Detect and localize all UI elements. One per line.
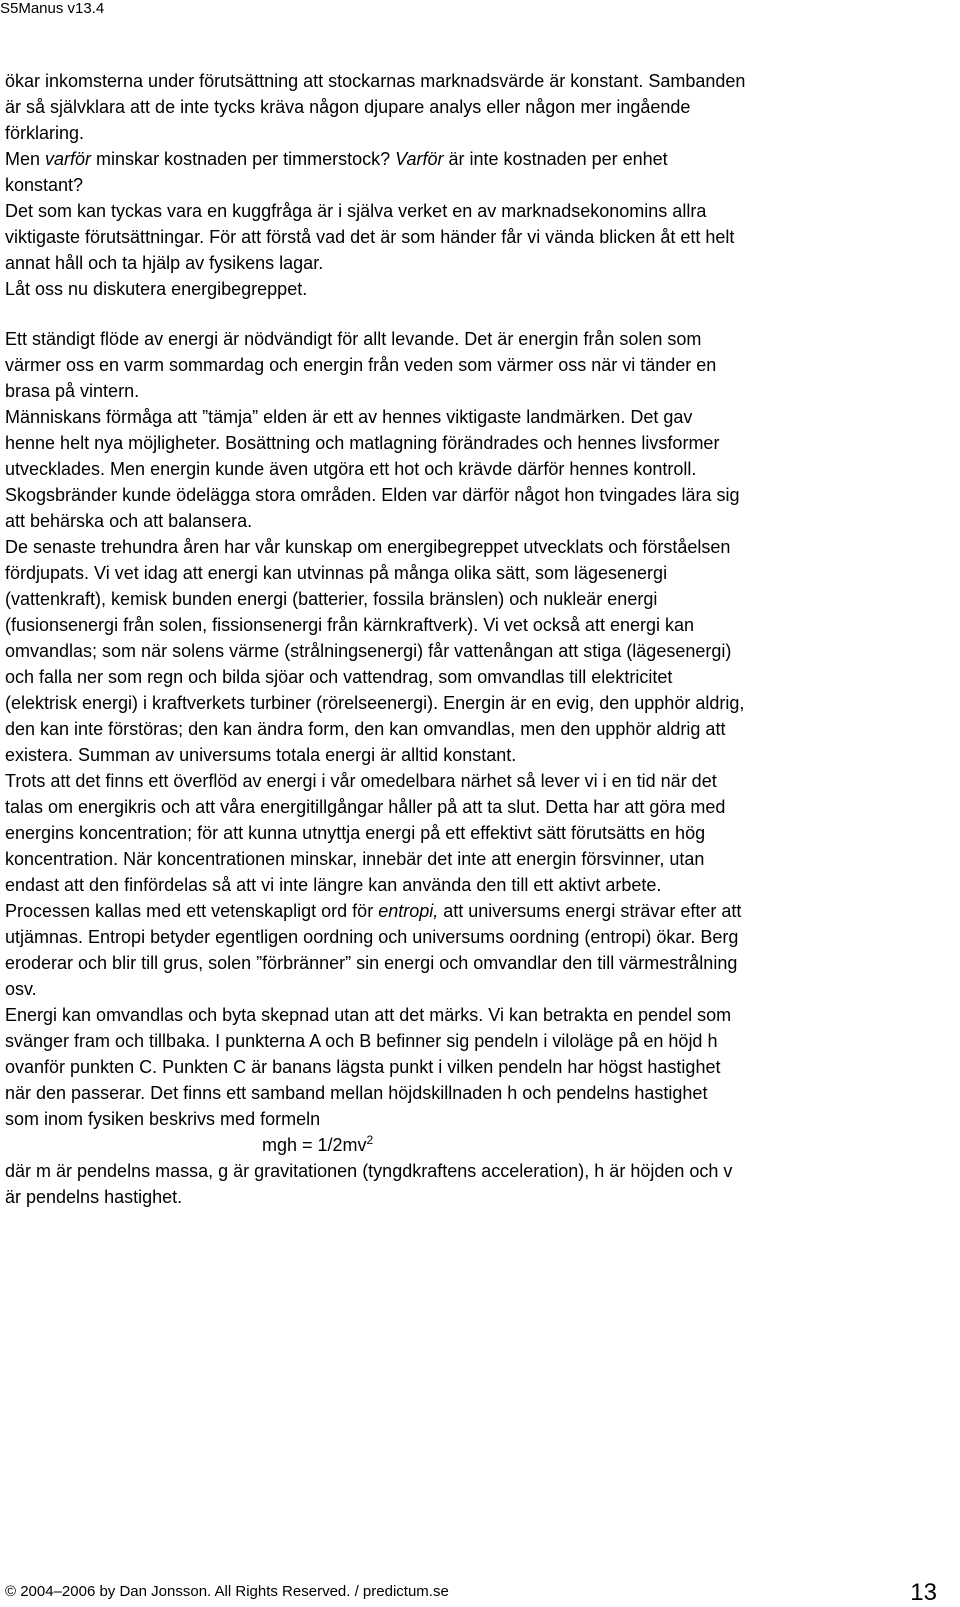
body-line: Energi kan omvandlas och byta skepnad utan att det märks. Vi kan betrakta en pendel som <box>5 1005 732 1025</box>
body-line: osv. <box>5 979 37 999</box>
body-line: (elektrisk energi) i kraftverkets turbiner (rörelseenergi). Energin är en evig, den upphör aldrig, <box>5 693 745 713</box>
body-line: när den passerar. Det finns ett samband mellan höjdskillnaden h och pendelns hastighet <box>5 1083 708 1103</box>
body-line: fördjupats. Vi vet idag att energi kan utvinnas på många olika sätt, som lägesenergi <box>5 563 668 583</box>
body-text: Men <box>5 149 46 169</box>
body-line: ovanför punkten C. Punkten C är banans lägsta punkt i vilken pendeln har högst hastighet <box>5 1057 721 1077</box>
body-line: Människans förmåga att ”tämja” elden är ett av hennes viktigaste landmärken. Det gav <box>5 407 693 427</box>
body-line: där m är pendelns massa, g är gravitationen (tyngdkraftens acceleration), h är höjden och v <box>5 1161 733 1181</box>
body-line: De senaste trehundra åren har vår kunskap om energibegreppet utvecklats och förståelsen <box>5 537 731 557</box>
body-line: omvandlas; som när solens värme (strålningsenergi) får vattenångan att stiga (lägesenergi) <box>5 641 732 661</box>
body-line: ökar inkomsterna under förutsättning att stockarnas marknadsvärde är konstant. Sambanden <box>5 71 746 91</box>
body-line: Skogsbränder kunde ödelägga stora områden. Elden var därför något hon tvingades lära sig <box>5 485 740 505</box>
body-line: (vattenkraft), kemisk bunden energi (batterier, fossila bränslen) och nukleär energi <box>5 589 658 609</box>
formula-text: mgh = 1/2mv <box>262 1135 367 1155</box>
emphasis-text: Varför <box>395 149 444 169</box>
footer-copyright: © 2004–2006 by Dan Jonsson. All Rights Reserved. / predictum.se <box>5 1583 449 1600</box>
emphasis-text: entropi, <box>378 901 439 921</box>
body-line: eroderar och blir till grus, solen ”förbränner” sin energi och omvandlar den till värmestrålning <box>5 953 738 973</box>
formula-line <box>5 1132 940 1158</box>
document-body <box>5 68 940 1210</box>
body-line: är så självklara att de inte tycks kräva någon djupare analys eller någon mer ingående <box>5 97 691 117</box>
body-line: (fusionsenergi från solen, fissionsenergi från kärnkraftverk). Vi vet också att energi kan <box>5 615 695 635</box>
body-line: utvecklades. Men energin kunde även utgöra ett hot och krävde därför hennes kontroll. <box>5 459 697 479</box>
body-line: koncentration. När koncentrationen minskar, innebär det inte att energin försvinner, utan <box>5 849 705 869</box>
body-line <box>5 146 940 172</box>
body-line: brasa på vintern. <box>5 381 140 401</box>
document-header-title: S5Manus v13.4 <box>0 0 105 17</box>
body-line: energins koncentration; för att kunna utnyttja energi på ett effektivt sätt förutsätts en hög <box>5 823 706 843</box>
body-text: Processen kallas med ett vetenskapligt ord för <box>5 901 379 921</box>
body-line: och falla ner som regn och bilda sjöar och vattendrag, som omvandlas till elektricitet <box>5 667 673 687</box>
body-line: konstant? <box>5 175 84 195</box>
body-line: endast att den finfördelas så att vi inte längre kan använda den till ett aktivt arbete. <box>5 875 662 895</box>
body-text: att universums energi strävar efter att <box>438 901 742 921</box>
body-text: är inte kostnaden per enhet <box>443 149 668 169</box>
body-line: att behärska och att balansera. <box>5 511 253 531</box>
body-line: svänger fram och tillbaka. I punkterna A och B befinner sig pendeln i viloläge på en höjd h <box>5 1031 718 1051</box>
body-line: viktigaste förutsättningar. För att förstå vad det är som händer får vi vända blicken åt ett helt <box>5 227 735 247</box>
body-line: talas om energikris och att våra energitillgångar håller på att ta slut. Detta har att göra med <box>5 797 726 817</box>
body-line: Trots att det finns ett överflöd av energi i vår omedelbara närhet så lever vi i en tid när det <box>5 771 717 791</box>
body-line: henne helt nya möjligheter. Bosättning och matlagning förändrades och hennes livsformer <box>5 433 720 453</box>
page-number: 13 <box>910 1579 937 1606</box>
body-line: Ett ständigt flöde av energi är nödvändigt för allt levande. Det är energin från solen som <box>5 329 702 349</box>
body-line: förklaring. <box>5 123 85 143</box>
emphasis-text: varför <box>45 149 92 169</box>
body-line: som inom fysiken beskrivs med formeln <box>5 1109 321 1129</box>
body-line: Det som kan tyckas vara en kuggfråga är i själva verket en av marknadsekonomins allra <box>5 201 707 221</box>
body-line: värmer oss en varm sommardag och energin från veden som värmer oss när vi tänder en <box>5 355 717 375</box>
formula-exponent: 2 <box>366 1133 374 1147</box>
body-text: minskar kostnaden per timmerstock? <box>91 149 396 169</box>
body-line: är pendelns hastighet. <box>5 1187 183 1207</box>
body-line: den kan inte förstöras; den kan ändra form, den kan omvandlas, men den upphör aldrig att <box>5 719 726 739</box>
body-line <box>5 898 940 924</box>
body-line: annat håll och ta hjälp av fysikens lagar. <box>5 253 324 273</box>
body-line: Låt oss nu diskutera energibegreppet. <box>5 279 308 299</box>
body-line: existera. Summan av universums totala energi är alltid konstant. <box>5 745 517 765</box>
body-line: utjämnas. Entropi betyder egentligen oordning och universums oordning (entropi) ökar. Berg <box>5 927 739 947</box>
